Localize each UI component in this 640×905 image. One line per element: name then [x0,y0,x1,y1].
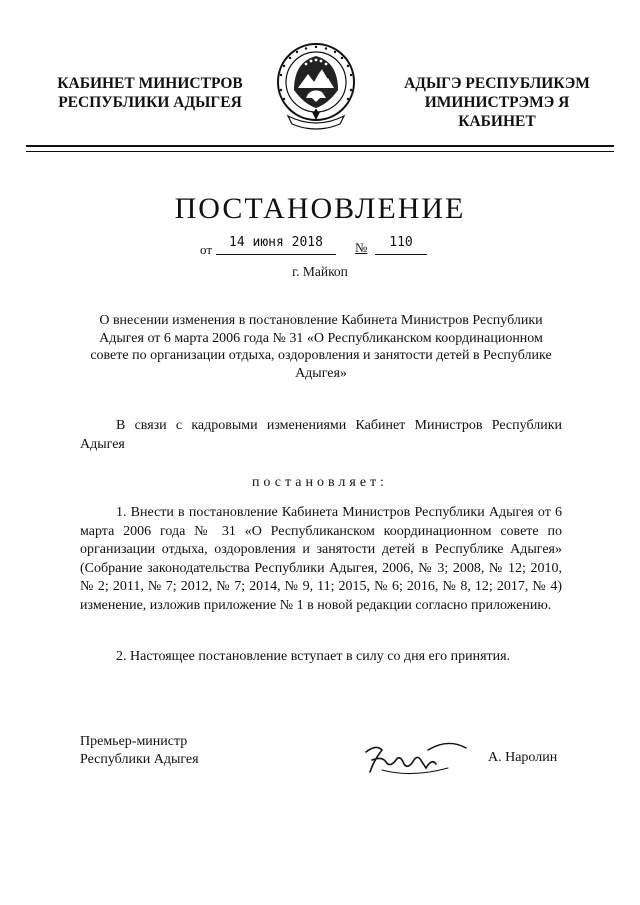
signer-position-line1: Премьер-министр [80,734,188,749]
header-rule-thick [26,145,614,147]
header-right-line1: АДЫГЭ РЕСПУБЛИКЭМ [404,75,590,92]
handwritten-signature [362,738,472,782]
item-1-paragraph: 1. Внести в постановление Кабинета Министров Республики Адыгея от 6 марта 2006 года № 31 «О Республиканском координационном совете по организации отдыха, оздоровления и занятости детей в Республике Адыгея» (Собрание законодательства Республики Адыгея, 2006, № 3; 2008, № 12; 2010, № 2; 2011, № 7; 2012, № 7; 2014, № 9, 11; 2015, № 6; 2016, № 8, 12; 2017, № 4) изменение, изложив приложение № 1 в новой редакции согласно приложению. [80,505,562,613]
item-2-paragraph: 2. Настоящее постановление вступает в силу со дня его принятия. [116,649,511,664]
signer-name: А. Наролин [488,750,558,765]
document-subject: О внесении изменения в постановление Кабинета Министров Республики Адыгея от 6 марта 2006 года № 31 «О Республиканском координационном совете по организации отдыха, оздоровления и занятости детей в Республике Адыгея» [90,313,552,381]
decree-word: постановляет: [251,475,389,490]
date-number-line [0,234,640,260]
document-number: 110 [375,234,427,255]
header-left-line2: РЕСПУБЛИКИ АДЫГЕЯ [58,94,242,111]
document-city: г. Майкоп [292,264,348,279]
coat-of-arms-icon [270,38,362,134]
header-right-line2: ИМИНИСТРЭМЭ Я КАБИНЕТ [424,94,570,130]
signer-position-line2: Республики Адыгея [80,751,199,767]
signer-position [80,733,199,768]
date-prefix: от [200,242,213,257]
header-right-org [388,74,606,131]
header-left-org [50,74,250,112]
header-rule-thin [26,151,614,152]
document-title: ПОСТАНОВЛЕНИЕ [174,192,466,225]
number-prefix: № [355,240,368,255]
intro-paragraph: В связи с кадровыми изменениями Кабинет Министров Республики Адыгея [80,418,562,452]
header-left-line1: КАБИНЕТ МИНИСТРОВ [57,75,243,92]
document-date: 14 июня 2018 [216,234,336,255]
